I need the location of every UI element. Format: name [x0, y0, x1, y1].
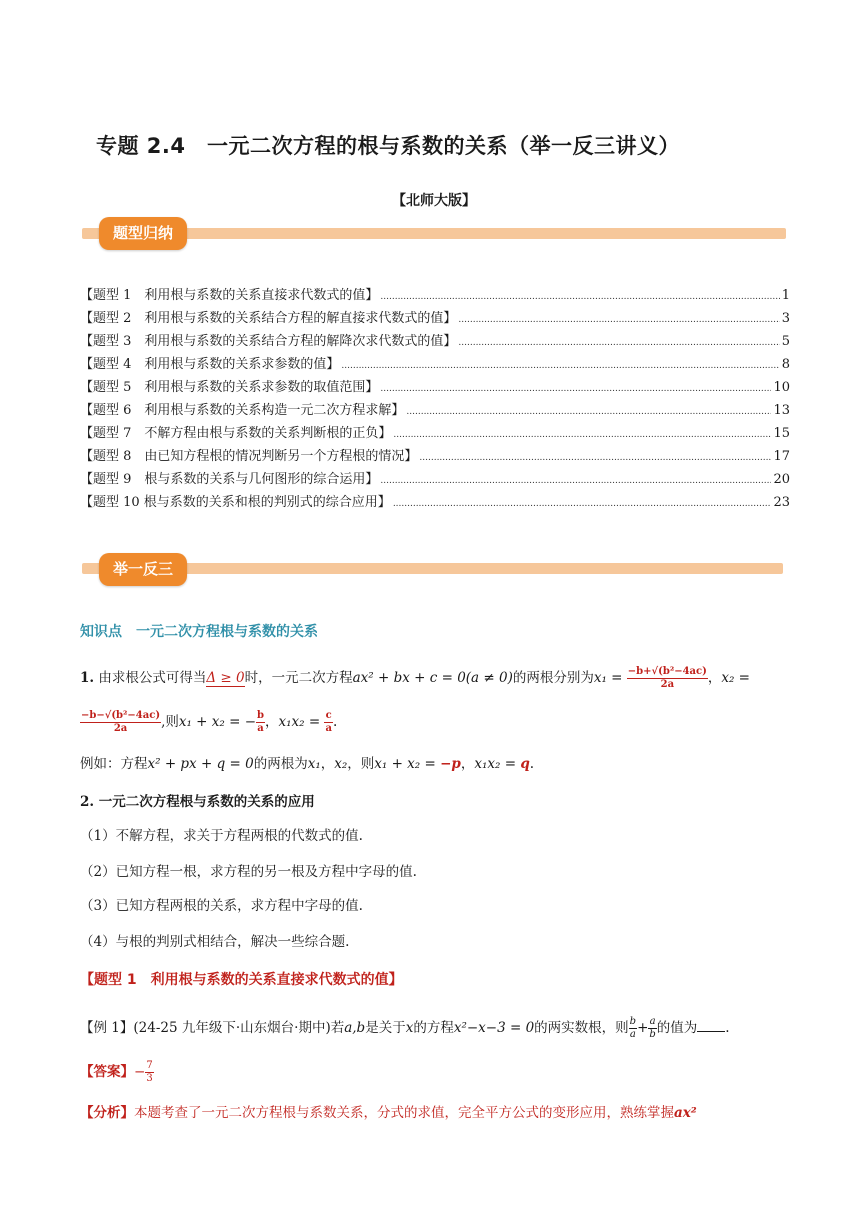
denominator: 3 [146, 1073, 153, 1084]
sum-relation: x₁ + x₂ = − [178, 714, 257, 730]
section-tag-practice: 举一反三 [99, 553, 187, 586]
page-title: 专题 2.4 一元二次方程的根与系数的关系（举一反三讲义） [96, 134, 681, 158]
text: ， [460, 756, 475, 772]
denominator: 2a [660, 679, 675, 690]
text: . [332, 714, 338, 730]
example1-question: 【例 1】(24-25 九年级下·山东烟台·期中)若a,b是关于x的方程x²−x−3 = 0的两实数根，则 $\frac{b}{a}$ + $\frac{a}{b}$ 的值为 . [80, 1016, 730, 1040]
x1-fraction [627, 666, 708, 691]
toc-entry-label: 【题型 6 利用根与系数的关系构造一元二次方程求解】 [80, 403, 405, 418]
toc-page-number: 13 [773, 403, 790, 418]
application-item: （3）已知方程两根的关系，求方程中字母的值. [80, 898, 363, 914]
toc-leader-dots [341, 361, 779, 371]
text: ， [707, 670, 722, 686]
plus-sign: + [637, 1020, 649, 1036]
toc-entry-label: 【题型 9 根与系数的关系与几何图形的综合运用】 [80, 472, 379, 487]
denominator: a [325, 723, 332, 734]
toc-entry[interactable] [80, 491, 790, 514]
sum-relation: x₁ + x₂ = [374, 756, 436, 772]
variables: a,b [344, 1020, 366, 1036]
text: ,则 [161, 714, 179, 730]
text: ， [320, 756, 335, 772]
answer-label: 【答案】 [80, 1064, 134, 1080]
equation: x²−x−3 = 0 [453, 1020, 535, 1036]
answer-fraction [145, 1060, 153, 1085]
toc-entry[interactable] [80, 399, 790, 422]
sum-value: −p [440, 756, 461, 772]
equation: x² + px + q = 0 [147, 756, 254, 772]
analysis-text: 本题考查了一元二次方程根与系数关系，分式的求值，完全平方公式的变形应用，熟练掌握 [134, 1105, 674, 1121]
applications-heading: 2. 一元二次方程根与系数的关系的应用 [80, 794, 315, 810]
root: x₁ [307, 756, 321, 772]
product-fraction [324, 710, 332, 735]
text: 由求根公式可得当 [98, 670, 207, 686]
numerator: a [649, 1016, 656, 1027]
root: x₂ [334, 756, 348, 772]
toc-entry-label: 【题型 1 利用根与系数的关系直接求代数式的值】 [80, 288, 379, 303]
toc-entry[interactable] [80, 422, 790, 445]
x2-fraction [80, 710, 161, 735]
equation: ax² + bx + c = 0(a ≠ 0) [352, 670, 513, 686]
variable: x [405, 1020, 414, 1036]
toc-entry-label: 【题型 5 利用根与系数的关系求参数的取值范围】 [80, 380, 379, 395]
x2-label: x₂ = [721, 670, 750, 686]
numerator: −b−√(b²−4ac) [81, 710, 161, 721]
text: 是关于 [365, 1020, 406, 1036]
toc-entry-label: 【题型 7 不解方程由根与系数的关系判断根的正负】 [80, 426, 392, 441]
toc-leader-dots [380, 384, 771, 394]
application-item: （2）已知方程一根，求方程的另一根及方程中字母的值. [80, 864, 417, 880]
toc-entry[interactable] [80, 353, 790, 376]
toc-leader-dots [393, 430, 771, 440]
answer-blank [697, 1019, 725, 1032]
toc-page-number: 8 [781, 357, 790, 372]
numerator: b [257, 710, 265, 721]
toc-page-number: 15 [773, 426, 790, 441]
toc-entry-label: 【题型 2 利用根与系数的关系结合方程的解直接求代数式的值】 [80, 311, 457, 326]
toc-entry-label: 【题型 8 由已知方程根的情况判断另一个方程根的情况】 [80, 449, 418, 464]
toc-entry[interactable] [80, 307, 790, 330]
text: 例如：方程 [80, 756, 148, 772]
fraction-b-over-a [629, 1016, 637, 1041]
toc-leader-dots [419, 453, 771, 463]
toc-entry[interactable] [80, 284, 790, 307]
knowledge-point-heading: 知识点 一元二次方程根与系数的关系 [80, 624, 318, 640]
paragraph-root-formula [80, 666, 750, 691]
numerator: c [325, 710, 332, 721]
analysis-label: 【分析】 [80, 1105, 134, 1121]
text: 【例 1】(24-25 九年级下·山东烟台·期中)若 [80, 1020, 345, 1036]
toc-entry[interactable] [80, 445, 790, 468]
product-relation: x₁x₂ = [474, 756, 517, 772]
edition-label: 【北师大版】 [392, 193, 476, 209]
toc-page-number: 3 [781, 311, 790, 326]
analysis-line [80, 1101, 697, 1121]
toc-leader-dots [458, 338, 779, 348]
numerator: −b+√(b²−4ac) [627, 666, 707, 677]
x1-label: x₁ = [593, 670, 623, 686]
toc-page-number: 20 [773, 472, 790, 487]
example-line [80, 752, 534, 772]
text: 的两根为 [253, 756, 308, 772]
paragraph-root-formula-cont [80, 710, 337, 735]
product-relation: x₁x₂ = [278, 714, 321, 730]
section-divider-bar [82, 563, 783, 574]
toc-leader-dots [393, 499, 772, 509]
denominator: a [257, 723, 264, 734]
text: 的两实数根，则 [534, 1020, 629, 1036]
denominator: a [629, 1029, 636, 1040]
text: . [529, 756, 535, 772]
text: 的方程 [413, 1020, 454, 1036]
toc-entry[interactable] [80, 376, 790, 399]
toc-entry[interactable] [80, 468, 790, 491]
fraction-a-over-b [648, 1016, 656, 1041]
toc-leader-dots [380, 292, 779, 302]
table-of-contents [80, 284, 790, 514]
denominator: 2a [113, 723, 128, 734]
application-item: （4）与根的判别式相结合，解决一些综合题. [80, 934, 350, 950]
toc-entry-label: 【题型 4 利用根与系数的关系求参数的值】 [80, 357, 340, 372]
discriminant-condition: Δ ≥ 0 [206, 670, 245, 686]
item-number: 1. [80, 670, 95, 686]
numerator: b [629, 1016, 637, 1027]
toc-entry[interactable] [80, 330, 790, 353]
text: ， [265, 714, 279, 730]
toc-entry-label: 【题型 10 根与系数的关系和根的判别式的综合应用】 [80, 495, 391, 510]
text: 时，一元二次方程 [244, 670, 353, 686]
toc-leader-dots [458, 315, 779, 325]
toc-page-number: 17 [773, 449, 790, 464]
numerator: 7 [146, 1060, 153, 1071]
toc-page-number: 23 [773, 495, 790, 510]
math-term: ax² [674, 1105, 697, 1121]
section-divider-bar [82, 228, 786, 239]
product-value: q [520, 756, 530, 772]
text: 的两根分别为 [512, 670, 594, 686]
toc-page-number: 5 [781, 334, 790, 349]
denominator: b [649, 1029, 656, 1040]
toc-page-number: 1 [781, 288, 790, 303]
type1-heading: 【题型 1 利用根与系数的关系直接求代数式的值】 [80, 972, 403, 988]
answer-sign: − [134, 1064, 146, 1080]
toc-leader-dots [380, 476, 771, 486]
section-tag-types: 题型归纳 [99, 217, 187, 250]
answer-line [80, 1060, 154, 1085]
sum-fraction [256, 710, 265, 735]
toc-leader-dots [406, 407, 771, 417]
text: ，则 [347, 756, 375, 772]
toc-entry-label: 【题型 3 利用根与系数的关系结合方程的解降次求代数式的值】 [80, 334, 457, 349]
text: 的值为 [656, 1020, 698, 1036]
application-item: （1）不解方程，求关于方程两根的代数式的值. [80, 828, 363, 844]
toc-page-number: 10 [773, 380, 790, 395]
